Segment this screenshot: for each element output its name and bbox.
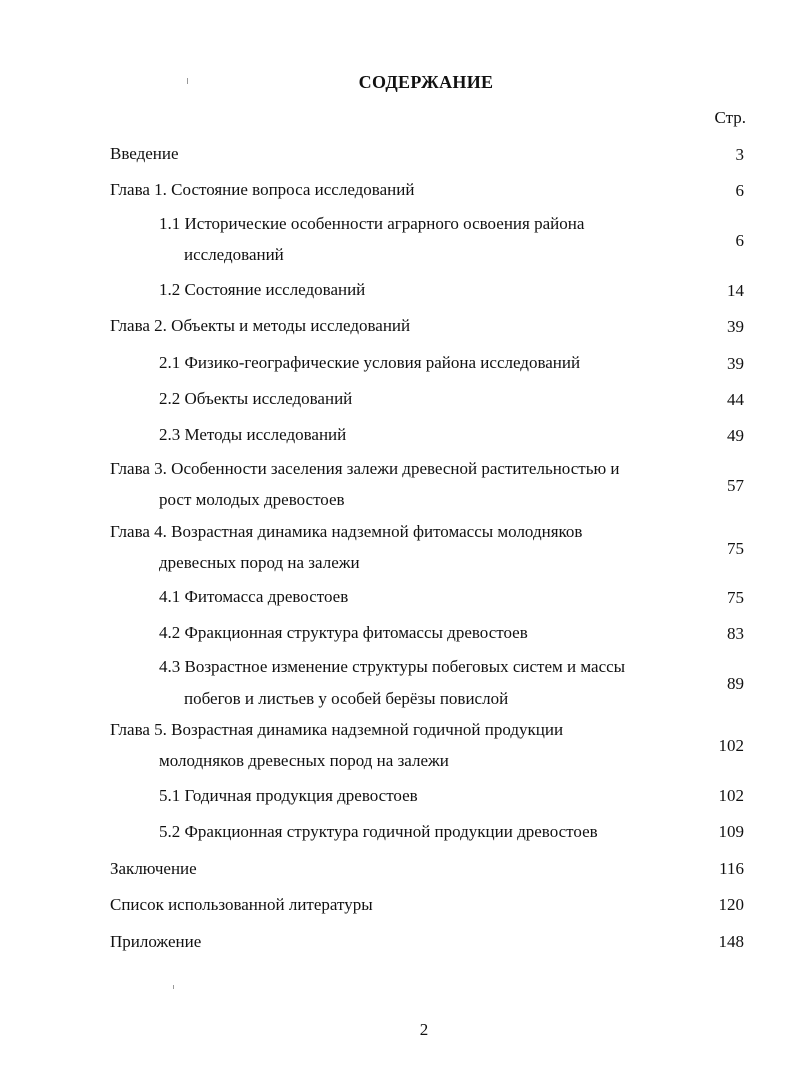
toc-entry: [159, 651, 625, 682]
toc-entry-continuation: [184, 683, 508, 714]
toc-entry-text: исследований: [184, 245, 284, 264]
toc-entry-text: 5.2 Фракционная структура годичной продукции древостоев: [159, 822, 598, 841]
page-column-label: Стр.: [714, 108, 746, 127]
toc-entry-page: 109: [718, 822, 744, 841]
toc-entry-text: 4.1 Фитомасса древостоев: [159, 587, 349, 606]
toc-entry: [110, 516, 582, 547]
toc-entry-page: 83: [727, 624, 744, 643]
toc-entry-continuation: [184, 239, 284, 270]
toc-entry-text: Глава 2. Объекты и методы исследований: [110, 316, 411, 335]
toc-entry-text: 2.1 Физико-географические условия района исследований: [159, 353, 581, 372]
toc-entry: [110, 453, 620, 484]
toc-entry-text: 4.2 Фракционная структура фитомассы древостоев: [159, 623, 528, 642]
toc-entry-text: 1.1 Исторические особенности аграрного освоения района: [159, 214, 585, 233]
toc-entry-page: 6: [735, 181, 744, 200]
toc-entry-text: рост молодых древостоев: [159, 490, 345, 509]
toc-entry-page: 148: [718, 932, 744, 951]
toc-entry-page: 14: [727, 281, 744, 300]
toc-entry-text: Список использованной литературы: [110, 895, 373, 914]
toc-entry-text: Глава 3. Особенности заселения залежи древесной растительностью и: [110, 459, 620, 478]
toc-entry-continuation: [159, 484, 345, 515]
toc-entry: [159, 274, 365, 305]
toc-entry-page: 49: [727, 426, 744, 445]
toc-entry: [159, 419, 346, 450]
toc-entry-text: Введение: [110, 144, 179, 163]
toc-entry-text: 2.3 Методы исследований: [159, 425, 347, 444]
toc-entry-page: 102: [718, 736, 744, 755]
toc-entry-text: Глава 1. Состояние вопроса исследований: [110, 180, 415, 199]
toc-entry-text: 1.2 Состояние исследований: [159, 280, 366, 299]
toc-entry: [110, 714, 563, 745]
toc-entry-text: древесных пород на залежи: [159, 553, 360, 572]
toc-entry: [110, 138, 179, 169]
toc-entry-continuation: [159, 745, 449, 776]
toc-entry-page: 116: [719, 859, 744, 878]
toc-entry: [159, 581, 348, 612]
toc-entry-continuation: [159, 547, 360, 578]
toc-entry-text: молодняков древесных пород на залежи: [159, 751, 449, 770]
toc-entry-page: 57: [727, 476, 744, 495]
toc-entry: [159, 617, 528, 648]
scan-mark: [173, 985, 174, 989]
toc-entry: [110, 310, 410, 341]
toc-entry-page: 75: [727, 539, 744, 558]
toc-entry-text: Приложение: [110, 932, 202, 951]
toc-entry: [110, 889, 373, 920]
toc-entry-text: Глава 4. Возрастная динамика надземной фитомассы молодняков: [110, 522, 583, 541]
toc-entry-page: 39: [727, 354, 744, 373]
toc-entry-page: 89: [727, 674, 744, 693]
toc-entry-text: побегов и листьев у особей берёзы повислой: [184, 689, 509, 708]
toc-entry: [159, 816, 598, 847]
toc-entry: [110, 174, 414, 205]
toc-entry: [159, 780, 418, 811]
toc-entry-page: 3: [735, 145, 744, 164]
toc-entry-text: Глава 5. Возрастная динамика надземной годичной продукции: [110, 720, 564, 739]
toc-entry-text: 4.3 Возрастное изменение структуры побеговых систем и массы: [159, 657, 626, 676]
toc-entry: [159, 208, 584, 239]
toc-entry-text: Заключение: [110, 859, 197, 878]
toc-entry-page: 102: [718, 786, 744, 805]
toc-entry-page: 39: [727, 317, 744, 336]
toc-entry: [159, 383, 352, 414]
toc-entry: [110, 853, 197, 884]
toc-entry: [159, 347, 580, 378]
toc-entry: [110, 926, 201, 957]
toc-entry-text: 2.2 Объекты исследований: [159, 389, 353, 408]
toc-entry-page: 75: [727, 588, 744, 607]
toc-entry-page: 6: [735, 231, 744, 250]
toc-entry-text: 5.1 Годичная продукция древостоев: [159, 786, 418, 805]
contents-heading: СОДЕРЖАНИЕ: [358, 72, 494, 92]
toc-entry-page: 120: [718, 895, 744, 914]
page-number: 2: [419, 1020, 429, 1039]
toc-entry-page: 44: [727, 390, 744, 409]
